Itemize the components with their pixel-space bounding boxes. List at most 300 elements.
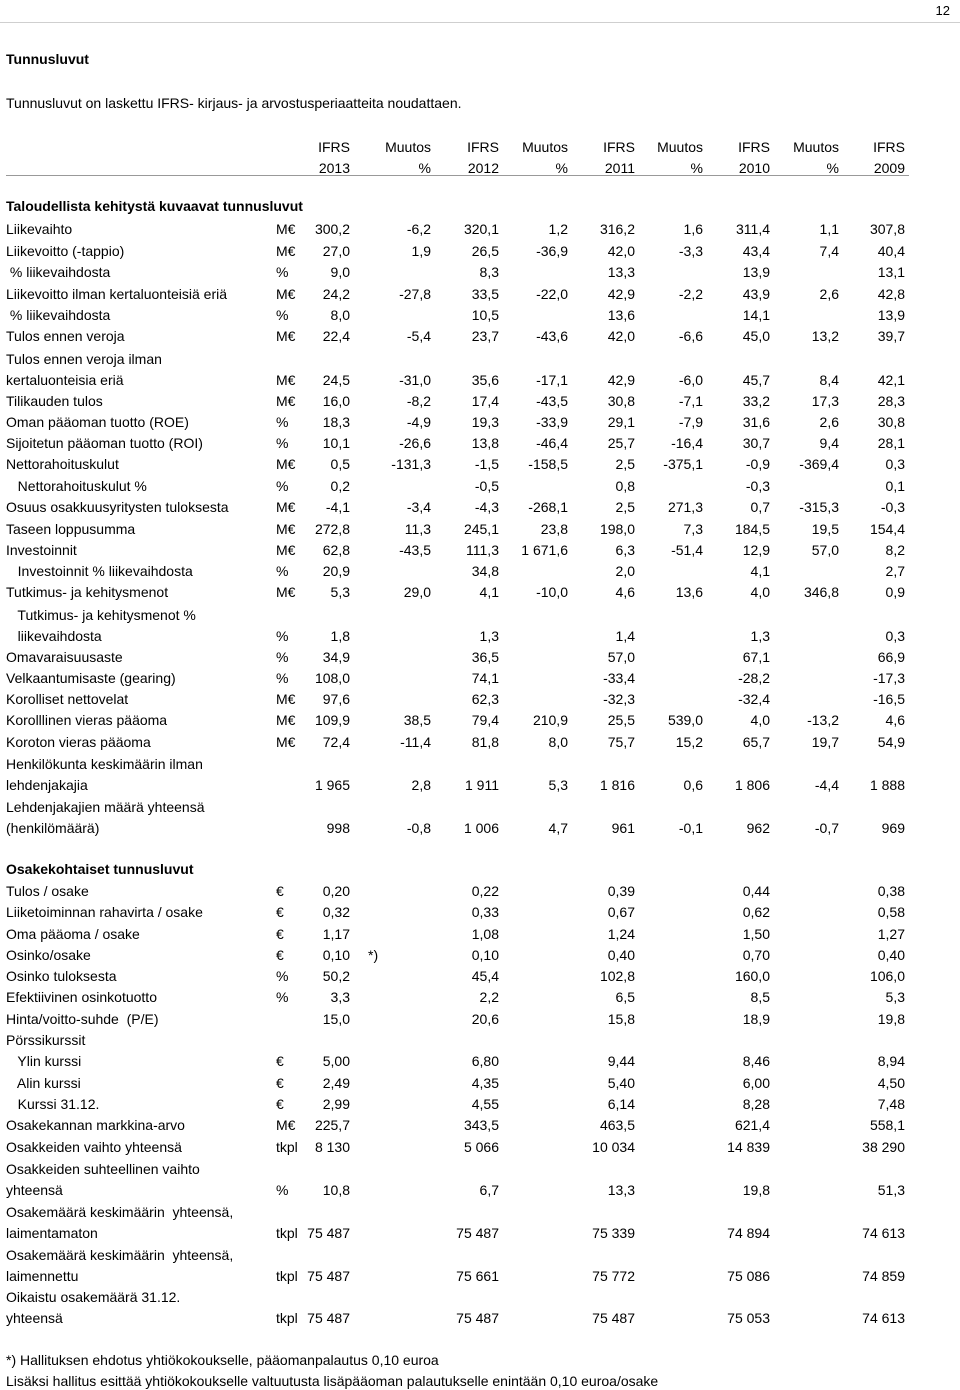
- table-cell: 1,27: [877, 926, 905, 942]
- table-cell: 45,0: [742, 328, 770, 344]
- table-cell: 10 034: [592, 1139, 635, 1155]
- table-cell: 97,6: [322, 691, 350, 707]
- table-cell: 4,0: [750, 584, 770, 600]
- table-cell: 75 487: [456, 1225, 499, 1241]
- table-cell: -43,6: [536, 328, 568, 344]
- table-cell: 19,8: [742, 1182, 770, 1198]
- table-cell: -17,1: [536, 372, 568, 388]
- table-cell: 25,7: [607, 435, 635, 451]
- row-label: Kurssi 31.12.: [6, 1096, 100, 1112]
- table-cell: -7,9: [678, 414, 703, 430]
- table-cell: 6,80: [471, 1053, 499, 1069]
- row-label: Velkaantumisaste (gearing): [6, 670, 176, 686]
- row-label: Koroton vieras pääoma: [6, 734, 151, 750]
- table-cell: 0,8: [615, 478, 635, 494]
- table-cell: -17,3: [873, 670, 905, 686]
- table-cell: 0,40: [877, 947, 905, 963]
- table-cell: 7,4: [819, 243, 839, 259]
- row-unit: M€: [276, 712, 296, 728]
- table-cell: -4,1: [325, 499, 350, 515]
- table-cell: -375,1: [663, 456, 703, 472]
- table-cell: 0,62: [742, 904, 770, 920]
- table-cell: -268,1: [528, 499, 568, 515]
- table-cell: 1,17: [322, 926, 350, 942]
- row-unit: %: [276, 670, 289, 686]
- table-cell: -32,4: [738, 691, 770, 707]
- table-cell: 111,3: [466, 542, 499, 558]
- table-cell: 1 806: [734, 777, 770, 793]
- table-cell: 0,38: [877, 883, 905, 899]
- row-label: Alin kurssi: [6, 1075, 81, 1091]
- table-cell: 6,14: [607, 1096, 635, 1112]
- table-cell: 74 859: [862, 1268, 905, 1284]
- table-cell: 0,58: [877, 904, 905, 920]
- row-unit: M€: [276, 499, 296, 515]
- row-label: Osinko/osake: [6, 947, 91, 963]
- table-cell: 2,5: [615, 456, 635, 472]
- row-label: Tutkimus- ja kehitysmenot: [6, 584, 169, 600]
- table-cell: 14,1: [742, 307, 770, 323]
- row-unit: M€: [276, 221, 296, 237]
- table-cell: 0,33: [471, 904, 499, 920]
- table-cell: -31,0: [399, 372, 431, 388]
- row-unit: tkpl: [276, 1268, 298, 1284]
- table-cell: 15,2: [675, 734, 703, 750]
- table-cell: 1,4: [615, 628, 635, 644]
- table-cell: 5,00: [322, 1053, 350, 1069]
- table-cell: -33,9: [536, 414, 568, 430]
- table-cell: 13,9: [877, 307, 905, 323]
- column-header-bottom: 2009: [873, 160, 905, 176]
- table-cell: -43,5: [536, 393, 568, 409]
- table-cell: 75 487: [592, 1310, 635, 1326]
- table-cell: 1 888: [869, 777, 905, 793]
- table-cell: 28,3: [877, 393, 905, 409]
- table-cell: -36,9: [536, 243, 568, 259]
- table-cell: -0,3: [745, 478, 770, 494]
- table-cell: 31,6: [742, 414, 770, 430]
- table-cell: -0,1: [678, 820, 703, 836]
- table-cell: 8,4: [819, 372, 839, 388]
- table-cell: -32,3: [603, 691, 635, 707]
- table-cell: 33,5: [471, 286, 499, 302]
- table-cell: 9,0: [330, 264, 350, 280]
- table-cell: 23,8: [540, 521, 568, 537]
- table-cell: -16,4: [671, 435, 703, 451]
- row-label: Henkilökunta keskimäärin ilman: [6, 756, 203, 772]
- table-cell: 0,3: [885, 628, 905, 644]
- table-cell: 184,5: [734, 521, 770, 537]
- table-cell: 316,2: [599, 221, 635, 237]
- row-label: Osakekannan markkina-arvo: [6, 1117, 185, 1133]
- column-header-bottom: 2010: [738, 160, 770, 176]
- table-cell: 106,0: [869, 968, 905, 984]
- table-cell: -6,2: [406, 221, 431, 237]
- row-label: Tulos ennen veroja: [6, 328, 125, 344]
- row-unit: tkpl: [276, 1225, 298, 1241]
- table-cell: 1,9: [411, 243, 431, 259]
- table-cell: 72,4: [322, 734, 350, 750]
- table-cell: 0,44: [742, 883, 770, 899]
- table-cell: 30,8: [607, 393, 635, 409]
- row-label: Investoinnit: [6, 542, 77, 558]
- table-cell: 13,9: [742, 264, 770, 280]
- table-cell: 245,1: [463, 521, 499, 537]
- column-header-bottom: %: [826, 160, 839, 176]
- table-cell: -33,4: [603, 670, 635, 686]
- table-cell: -51,4: [671, 542, 703, 558]
- table-cell: -0,8: [406, 820, 431, 836]
- table-cell: 67,1: [742, 649, 770, 665]
- column-headers: [0, 137, 960, 177]
- table-cell: 75 487: [307, 1268, 350, 1284]
- row-unit: tkpl: [276, 1139, 298, 1155]
- table-cell: 2,6: [819, 414, 839, 430]
- table-cell: 42,1: [877, 372, 905, 388]
- table-cell: 4,7: [548, 820, 568, 836]
- table-cell: 25,5: [607, 712, 635, 728]
- table-cell: 74,1: [471, 670, 499, 686]
- table-cell: 346,8: [803, 584, 839, 600]
- table-cell: 4,0: [750, 712, 770, 728]
- table-cell: 4,1: [750, 563, 770, 579]
- row-unit: M€: [276, 734, 296, 750]
- table-cell: -6,6: [678, 328, 703, 344]
- intro-text: Tunnusluvut on laskettu IFRS- kirjaus- ja arvostusperiaatteita noudattaen.: [6, 95, 462, 111]
- table-cell: -10,0: [536, 584, 568, 600]
- section-title-financial: Taloudellista kehitystä kuvaavat tunnusluvut: [6, 198, 303, 214]
- table-cell: 0,5: [330, 456, 350, 472]
- table-cell: 962: [746, 820, 770, 836]
- table-cell: 4,6: [615, 584, 635, 600]
- table-cell: 8,5: [750, 989, 770, 1005]
- table-cell: 33,2: [742, 393, 770, 409]
- table-cell: 6,5: [615, 989, 635, 1005]
- table-cell: 0,1: [885, 478, 905, 494]
- table-cell: 463,5: [599, 1117, 635, 1133]
- table-cell: -11,4: [400, 734, 431, 750]
- table-cell: 0,39: [607, 883, 635, 899]
- table-cell: 14 839: [727, 1139, 770, 1155]
- row-label: laimennettu: [6, 1268, 79, 1284]
- row-unit: %: [276, 435, 289, 451]
- row-unit: %: [276, 968, 289, 984]
- row-unit: %: [276, 649, 289, 665]
- table-cell: 0,10: [322, 947, 350, 963]
- row-label: yhteensä: [6, 1182, 63, 1198]
- row-unit: €: [276, 1096, 284, 1112]
- page-header: [0, 0, 960, 23]
- table-cell: 62,8: [322, 542, 350, 558]
- table-cell: 23,7: [471, 328, 499, 344]
- table-cell: 2,6: [819, 286, 839, 302]
- row-unit: €: [276, 883, 284, 899]
- table-cell: -0,9: [745, 456, 770, 472]
- column-header-top: IFRS: [603, 139, 635, 155]
- table-cell: 0,70: [742, 947, 770, 963]
- table-cell: 45,4: [471, 968, 499, 984]
- table-cell: 57,0: [811, 542, 839, 558]
- table-cell: 2,49: [322, 1075, 350, 1091]
- table-cell: 9,44: [607, 1053, 635, 1069]
- table-cell: 42,9: [607, 372, 635, 388]
- table-cell: 39,7: [877, 328, 905, 344]
- table-cell: -26,6: [399, 435, 431, 451]
- table-cell: 8,0: [548, 734, 568, 750]
- table-cell: 75 086: [727, 1268, 770, 1284]
- row-label: Lehdenjakajien määrä yhteensä: [6, 799, 205, 815]
- table-cell: -28,2: [738, 670, 770, 686]
- table-cell: 19,8: [877, 1011, 905, 1027]
- table-cell: 2,99: [322, 1096, 350, 1112]
- table-cell: 621,4: [734, 1117, 770, 1133]
- table-cell: 1,24: [607, 926, 635, 942]
- table-cell: 2,2: [479, 989, 499, 1005]
- table-cell: -4,4: [814, 777, 839, 793]
- table-cell: 300,2: [314, 221, 350, 237]
- table-cell: 30,8: [877, 414, 905, 430]
- table-cell: 0,6: [683, 777, 703, 793]
- table-cell: 11,3: [404, 521, 431, 537]
- table-cell: 66,9: [877, 649, 905, 665]
- table-cell: -0,5: [474, 478, 499, 494]
- table-cell: 6,7: [479, 1182, 499, 1198]
- table-cell: 26,5: [471, 243, 499, 259]
- table-cell: 154,4: [869, 521, 905, 537]
- table-cell: 0,40: [607, 947, 635, 963]
- table-cell: 75 487: [307, 1310, 350, 1326]
- column-header-top: IFRS: [738, 139, 770, 155]
- table-cell: -22,0: [536, 286, 568, 302]
- table-cell: 6,3: [615, 542, 635, 558]
- table-cell: 13,2: [811, 328, 839, 344]
- table-cell: 8 130: [314, 1139, 350, 1155]
- table-cell: 50,2: [322, 968, 350, 984]
- table-cell: 2,8: [411, 777, 431, 793]
- table-cell: 22,4: [322, 328, 350, 344]
- row-unit: M€: [276, 521, 296, 537]
- column-header-top: Muutos: [657, 139, 703, 155]
- table-cell: 8,3: [479, 264, 499, 280]
- column-header-bottom: %: [555, 160, 568, 176]
- row-label: Nettorahoituskulut: [6, 456, 119, 472]
- row-label: Osinko tuloksesta: [6, 968, 117, 984]
- column-header-top: IFRS: [467, 139, 499, 155]
- table-cell: 74 613: [862, 1225, 905, 1241]
- row-label: Efektiivinen osinkotuotto: [6, 989, 157, 1005]
- table-cell: 160,0: [734, 968, 770, 984]
- table-cell: -46,4: [536, 435, 568, 451]
- section-title-per-share: Osakekohtaiset tunnusluvut: [6, 861, 194, 877]
- header-divider: [6, 175, 909, 176]
- table-cell: 75 339: [592, 1225, 635, 1241]
- table-cell: -4,9: [406, 414, 431, 430]
- row-label: Oma pääoma / osake: [6, 926, 140, 942]
- table-cell: 81,8: [471, 734, 499, 750]
- column-header-top: Muutos: [385, 139, 431, 155]
- row-label: Liikevaihto: [6, 221, 73, 237]
- table-cell: 42,8: [877, 286, 905, 302]
- row-label: % liikevaihdosta: [6, 264, 111, 280]
- table-cell: 7,48: [877, 1096, 905, 1112]
- table-cell: 43,9: [742, 286, 770, 302]
- table-cell: -0,7: [814, 820, 839, 836]
- table-cell: 75 053: [727, 1310, 770, 1326]
- table-cell: 5 066: [463, 1139, 499, 1155]
- table-cell: 29,0: [403, 584, 431, 600]
- table-cell: 4,55: [471, 1096, 499, 1112]
- table-cell: 0,3: [885, 456, 905, 472]
- table-cell: 0,22: [471, 883, 499, 899]
- table-cell: 51,3: [877, 1182, 905, 1198]
- table-cell: 28,1: [877, 435, 905, 451]
- table-cell: 13,8: [471, 435, 499, 451]
- table-cell: 24,2: [322, 286, 350, 302]
- row-label: Osakemäärä keskimäärin yhteensä,: [6, 1247, 234, 1263]
- table-cell: 18,3: [322, 414, 350, 430]
- table-cell: 74 894: [727, 1225, 770, 1241]
- table-cell: 24,5: [322, 372, 350, 388]
- table-cell: 2,0: [615, 563, 635, 579]
- table-cell: -3,3: [678, 243, 703, 259]
- row-unit: tkpl: [276, 1310, 298, 1326]
- row-label: Oman pääoman tuotto (ROE): [6, 414, 189, 430]
- row-unit: %: [276, 307, 289, 323]
- table-cell: -5,4: [406, 328, 431, 344]
- table-cell: -1,5: [474, 456, 499, 472]
- row-label: kertaluonteisia eriä: [6, 372, 124, 388]
- footnote-1: *) Hallituksen ehdotus yhtiökokoukselle, pääomanpalautus 0,10 euroa: [6, 1352, 439, 1368]
- row-label: Tilikauden tulos: [6, 393, 103, 409]
- table-cell: 17,4: [471, 393, 499, 409]
- column-header-top: Muutos: [522, 139, 568, 155]
- table-cell: 0,2: [330, 478, 350, 494]
- row-label: (henkilömäärä): [6, 820, 100, 836]
- table-cell: 2,5: [615, 499, 635, 515]
- table-cell: 10,5: [471, 307, 499, 323]
- table-cell: 29,1: [607, 414, 635, 430]
- row-unit: %: [276, 1182, 289, 1198]
- table-cell: -7,1: [678, 393, 703, 409]
- table-cell: 38,5: [403, 712, 431, 728]
- table-cell: 0,67: [607, 904, 635, 920]
- table-cell: 272,8: [314, 521, 350, 537]
- table-cell: 15,8: [607, 1011, 635, 1027]
- table-cell: 1,3: [750, 628, 770, 644]
- footnote-2: Lisäksi hallitus esittää yhtiökokoukselle valtuutusta lisäpääoman palautukselle enintään 0,10 euroa/osake: [6, 1373, 659, 1389]
- row-label: lehdenjakajia: [6, 777, 88, 793]
- row-unit: €: [276, 926, 284, 942]
- row-label: Oikaistu osakemäärä 31.12.: [6, 1289, 181, 1305]
- table-cell: 75 661: [456, 1268, 499, 1284]
- table-cell: -6,0: [678, 372, 703, 388]
- column-header-bottom: %: [418, 160, 431, 176]
- row-unit: M€: [276, 243, 296, 259]
- table-cell: 307,8: [869, 221, 905, 237]
- table-cell: -0,3: [880, 499, 905, 515]
- table-cell: 10,1: [322, 435, 350, 451]
- table-cell: 1 816: [599, 777, 635, 793]
- page-title: Tunnusluvut: [6, 51, 89, 67]
- page-number: 12: [935, 3, 950, 18]
- table-cell: 4,50: [877, 1075, 905, 1091]
- row-label: Taseen loppusumma: [6, 521, 136, 537]
- table-cell: 320,1: [463, 221, 499, 237]
- row-unit: M€: [276, 456, 296, 472]
- table-cell: 57,0: [607, 649, 635, 665]
- table-cell: 20,6: [471, 1011, 499, 1027]
- table-cell: 3,3: [330, 989, 350, 1005]
- table-cell: 343,5: [463, 1117, 499, 1133]
- table-cell: 1,08: [471, 926, 499, 942]
- table-cell: 62,3: [471, 691, 499, 707]
- column-header-bottom: %: [690, 160, 703, 176]
- row-label: Osuus osakkuusyritysten tuloksesta: [6, 499, 229, 515]
- table-cell: -158,5: [528, 456, 568, 472]
- table-cell: 0,10: [471, 947, 499, 963]
- table-cell: 15,0: [322, 1011, 350, 1027]
- table-cell: -16,5: [873, 691, 905, 707]
- table-cell: 79,4: [471, 712, 499, 728]
- row-label: Osakkeiden suhteellinen vaihto: [6, 1161, 200, 1177]
- table-cell: 5,3: [330, 584, 350, 600]
- table-cell: 8,46: [742, 1053, 770, 1069]
- table-cell: -3,4: [406, 499, 431, 515]
- row-unit: €: [276, 947, 284, 963]
- table-cell: 961: [611, 820, 635, 836]
- row-unit: M€: [276, 286, 296, 302]
- column-header-top: IFRS: [873, 139, 905, 155]
- table-cell: 6,00: [742, 1075, 770, 1091]
- table-cell: 75,7: [607, 734, 635, 750]
- table-cell: 13,3: [607, 264, 635, 280]
- table-cell: 4,6: [885, 712, 905, 728]
- row-unit: €: [276, 1075, 284, 1091]
- table-cell: 13,3: [607, 1182, 635, 1198]
- row-unit: %: [276, 264, 289, 280]
- table-cell: 40,4: [877, 243, 905, 259]
- row-unit: M€: [276, 542, 296, 558]
- table-cell: -27,8: [399, 286, 431, 302]
- table-cell: 8,28: [742, 1096, 770, 1112]
- row-unit: %: [276, 989, 289, 1005]
- table-cell: -4,3: [474, 499, 499, 515]
- table-cell: 311,4: [736, 221, 770, 237]
- table-cell: 109,9: [314, 712, 350, 728]
- table-cell: 18,9: [742, 1011, 770, 1027]
- table-cell: 42,9: [607, 286, 635, 302]
- table-cell: 34,9: [322, 649, 350, 665]
- table-cell: 13,6: [607, 307, 635, 323]
- table-cell: 65,7: [742, 734, 770, 750]
- table-cell: -8,2: [406, 393, 431, 409]
- row-unit: %: [276, 563, 289, 579]
- row-label: yhteensä: [6, 1310, 63, 1326]
- table-cell: 19,3: [471, 414, 499, 430]
- table-cell: 35,6: [471, 372, 499, 388]
- table-cell: 27,0: [322, 243, 350, 259]
- table-cell: 210,9: [532, 712, 568, 728]
- table-cell: 198,0: [599, 521, 635, 537]
- table-cell: 7,3: [683, 521, 703, 537]
- row-label: Liikevoitto (-tappio): [6, 243, 125, 259]
- row-label: Omavaraisuusaste: [6, 649, 123, 665]
- row-label: Korolliset nettovelat: [6, 691, 129, 707]
- table-cell: 13,6: [675, 584, 703, 600]
- table-cell: 74 613: [862, 1310, 905, 1326]
- row-label: Tulos / osake: [6, 883, 89, 899]
- row-unit: M€: [276, 372, 296, 388]
